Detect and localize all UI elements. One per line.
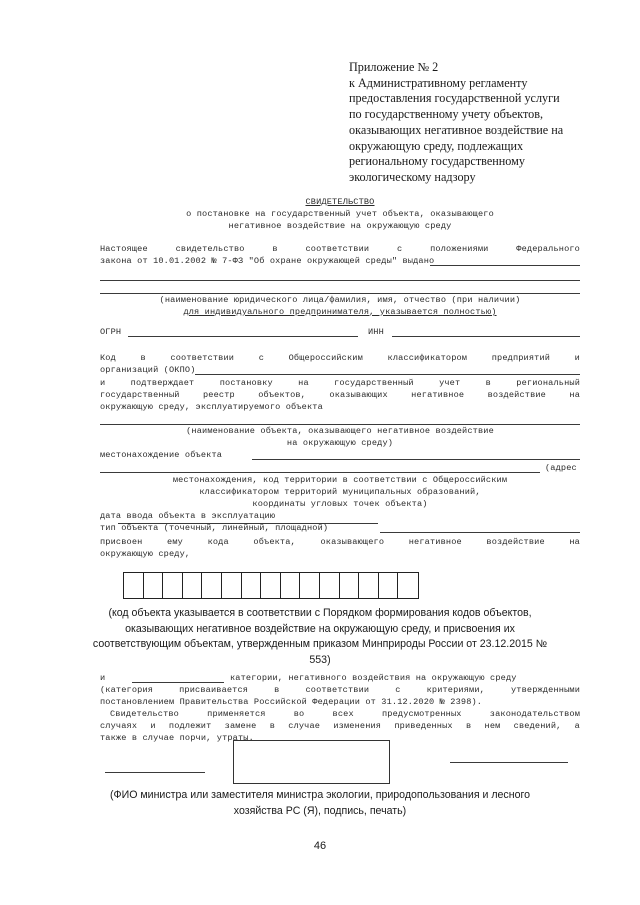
- okpo-text: организаций (ОКПО): [100, 365, 196, 375]
- field-caption: на окружающую среду): [286, 438, 394, 448]
- annex-line: по государственному учету объектов,: [349, 107, 544, 122]
- object-code-cell: [281, 573, 301, 598]
- object-code-cell: [398, 573, 418, 598]
- object-code-cell: [261, 573, 281, 598]
- code-note-line: (код объекта указывается в соответствии с Порядком формирования кодов объектов,: [108, 607, 532, 619]
- ogrn-fill-line: [128, 336, 358, 337]
- annex-header: [349, 60, 599, 186]
- fill-line: [100, 280, 580, 281]
- code-assign-text: присвоен ему кода объекта, оказывающего негативное воздействие на: [100, 537, 580, 547]
- object-code-cell: [359, 573, 379, 598]
- intro-text: Настоящее свидетельство в соответствии с положениями Федерального: [100, 244, 580, 254]
- category-fill-line: [132, 682, 224, 683]
- annex-line: предоставления государственной услуги: [349, 91, 560, 106]
- signature-note: [80, 788, 560, 819]
- validity-text: Свидетельство применяется во всех предусмотренных законодательством: [110, 709, 580, 719]
- category-prefix: и: [100, 673, 106, 683]
- object-code-cell: [379, 573, 399, 598]
- object-code-cell: [202, 573, 222, 598]
- field-caption: координаты угловых точек объекта): [252, 499, 428, 509]
- object-code-cell: [222, 573, 242, 598]
- location-fill-line: [100, 472, 540, 473]
- page-number: 46: [313, 840, 327, 852]
- field-caption: (наименование объекта, оказывающего негативное воздействие: [186, 426, 494, 436]
- document-subtitle: негативное воздействие на окружающую среду: [228, 221, 452, 231]
- annex-line: региональному государственному: [349, 154, 525, 169]
- ogrn-label: ОГРН: [100, 327, 122, 337]
- object-code-cell: [340, 573, 360, 598]
- fill-line: [430, 265, 580, 266]
- document-title: СВИДЕТЕЛЬСТВО: [305, 197, 375, 207]
- validity-text: также в случае порчи, утраты.: [100, 733, 254, 743]
- registration-text: государственный реестр объектов, оказывающих негативное воздействие на: [100, 390, 580, 400]
- stamp-box: [233, 740, 390, 784]
- registration-text: и подтверждает постановку на государственный учет в региональный: [100, 378, 580, 388]
- registration-text: окружающую среду, эксплуатируемого объекта: [100, 402, 323, 412]
- field-caption: классификатором территорий муниципальных образований,: [199, 487, 481, 497]
- annex-line: к Административному регламенту: [349, 75, 528, 90]
- validity-text: случаях и подлежит замене в случае изменения приведенных в нем сведений, а: [100, 721, 580, 731]
- address-label: (адрес: [545, 463, 577, 473]
- annex-line: окружающую среду, подлежащих: [349, 138, 524, 153]
- code-note-line: оказывающих негативное воздействие на окружающую среду, и присвоения их: [125, 622, 515, 635]
- code-note: [80, 606, 560, 668]
- code-assign-text: окружающую среду,: [100, 549, 191, 559]
- field-caption: (наименование юридического лица/фамилия, имя, отчество (при наличии): [159, 295, 521, 305]
- inn-label: ИНН: [368, 327, 384, 337]
- annex-line: экологическому надзору: [349, 169, 476, 184]
- signature-line: [450, 762, 568, 763]
- location-fill-line: [252, 459, 580, 460]
- object-code-cell: [144, 573, 164, 598]
- category-text: категории, негативного воздействия на окружающую среду: [230, 673, 517, 683]
- object-code-cell: [163, 573, 183, 598]
- object-type-fill-line: [380, 532, 580, 533]
- field-caption: местонахождения, код территории в соответствии с Общероссийским: [172, 475, 508, 485]
- inn-fill-line: [392, 336, 580, 337]
- object-code-cell: [300, 573, 320, 598]
- intro-text: закона от 10.01.2002 № 7-ФЗ "Об охране окружающей среды" выдано: [100, 256, 435, 266]
- signature-note-line: хозяйства РС (Я), подпись, печать): [233, 804, 407, 817]
- commission-date-label: дата ввода объекта в эксплуатацию: [100, 511, 276, 521]
- okpo-text: Код в соответствии с Общероссийским классификатором предприятий и: [100, 353, 580, 363]
- category-text: (категория присваивается в соответствии с критериями, утвержденными: [100, 685, 580, 695]
- document-subtitle: о постановке на государственный учет объекта, оказывающего: [186, 209, 494, 219]
- code-note-line: 553): [309, 653, 331, 666]
- object-code-grid: [123, 572, 419, 599]
- object-code-cell: [183, 573, 203, 598]
- location-label: местонахождение объекта: [100, 450, 223, 460]
- code-note-line: соответствующим объектам, утвержденным приказом Минприроды России от 23.12.2015 №: [92, 638, 548, 651]
- annex-line: оказывающих негативное воздействие на: [349, 122, 564, 137]
- signature-note-line: (ФИО министра или заместителя министра экологии, природопользования и лесного: [110, 789, 530, 801]
- signature-line: [105, 772, 205, 773]
- annex-title: Приложение № 2: [349, 60, 439, 74]
- object-code-cell: [320, 573, 340, 598]
- category-text: постановлением Правительства Российской Федерации от 31.12.2020 № 2398).: [100, 697, 483, 707]
- okpo-fill-line: [195, 374, 580, 375]
- object-code-cell: [242, 573, 262, 598]
- object-code-cell: [124, 573, 144, 598]
- field-caption: для индивидуального предпринимателя, указывается полностью): [183, 307, 497, 317]
- object-type-label: тип объекта (точечный, линейный, площадной): [100, 523, 329, 533]
